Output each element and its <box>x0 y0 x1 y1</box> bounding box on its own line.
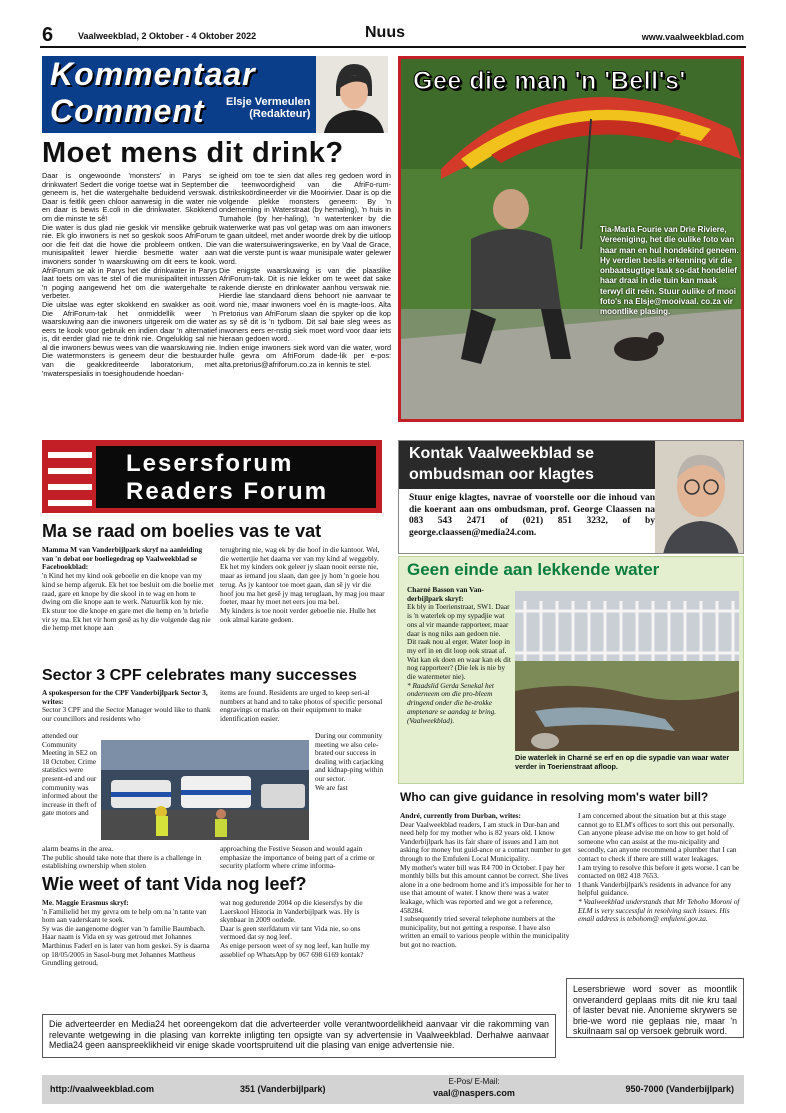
cpf-headline: Sector 3 CPF celebrates many successes <box>42 667 357 684</box>
boelies-headline: Ma se raad om boelies vas te vat <box>42 521 322 541</box>
vida-lead: Me. Maggie Erasmus skryf: <box>42 898 129 907</box>
guidance-note: * Vaalweekblad understands that Mr Teboho Moroni of ELM is very successful in resolving such issues. His email address is tebohom@ emfuleni.gov.za. <box>578 896 740 924</box>
editor-portrait-icon <box>316 56 388 133</box>
editor-role: (Redakteur) <box>249 108 311 120</box>
boelies-body-1: 'n Kind het my kind ook geboelie en die knope van my kind se hemp afgeruk. Ek het toe besluit om die boelie met raad, gare en knope by die skool in te wag en hom te dwing om die knope aan te werk. Natuurlik kon hy nie. Ek stuur toe die knope en gare met die hemp en 'n briefie vir sy ma. Ek het vir hom gesê as hy die volgende dag nie die hemp met knope aan <box>42 571 214 633</box>
cpf-column-2-mid: During our community meeting we also cele-brated our success in dealing with carjacking and kidnap-ping within our sector. We are fast <box>315 731 384 792</box>
disclaimer-text: Die adverteerder en Media24 het ooreengekom dat die adverteerder volle verantwoordelikheid aanvaar vir die rakomming van relevante wetgewing in die plasing van korrekte inligting ten opsigte van sy advertensie in Vaalweekblad. Derhalwe aanvaar Media24 geen aanspreeklikheid vir enige skade voortspruitend uit die plasing van enige advertensie nie. <box>49 1019 549 1050</box>
ombudsman-body: Stuur enige klagtes, navrae of voorstelle oor die inhoud van die koerant aan ons ombudsman, prof. George Claassen na 083 543 2471 of (021) 851 3232, of by george.claassen@media24.com. <box>409 493 655 538</box>
advertising-disclaimer <box>42 1014 556 1058</box>
lesersbriewe-text: Lesersbriewe word sover as moontlik onveranderd geplaas mits dit nie kru taal of laster bevat nie. Anonieme skrywers se brie-we word nie geplaas nie, maar 'n skuilnaam sal op versoek gebruik word. <box>573 984 737 1036</box>
readers-forum-title: Readers Forum <box>126 478 329 505</box>
bells-caption: Tia-Maria Fourie van Drie Riviere, Vereeniging, het die oulike foto van haar man en hul hondekind geneem. Hy verdien beslis erkenning vir die onbaatsugtige taak so-dat hondelief haar draai in die tuin kan maak terwyl dit reën. Stuur oulike of mooi foto's na Elsje@mooivaal. co.za vir moontlike plasing. <box>600 225 739 317</box>
guidance-lead: André, currently from Durban, writes: <box>400 811 521 820</box>
cpf-column-1-bottom: alarm beams in the area. The public should take note that there is a challenge in establishing ownership when stolen <box>42 844 202 871</box>
vida-body-1: 'n Familielid het my gevra om te help om na 'n tante van hom aan vaderskant te soek. Sy was die aangenome dogter van 'n familie Baumbach. Haar naam is Vida en sy was getroud met Johannes Marthinus Faderl en is later van hom geskei. Sy is daarna op 18/05/2005 in Sasol-burg met Johannes Mattheus Grundling getroud, <box>42 906 210 968</box>
ombudsman-portrait-icon <box>655 441 744 554</box>
bells-title: Gee die man 'n 'Bell's' <box>413 67 686 95</box>
cpf-column-2-bottom: approaching the Festive Season and would again emphasize the importance of being part of a crime or security platform where crime informa- <box>220 844 375 871</box>
boelies-column-2: terugbring nie, wag ek by die hoof in die kantoor. Wel, die wettertjie het daarna ver van my kind af weggebly. Ek het my kinders ook geleer jy slaan nooit eerste nie, maar as iemand jou slaan, dan gee jy hom 'n goeie hou terug. As jy kantoor toe moet gaan, dan sê jy vir die hoof jou ma het gesê jy mag teruglaan, hy mag jou maar foeter, maar hy moet net eers jou ma bel. My kinders is toe nooit verder geboelie nie. Hulle het ook almal karate gedoen. <box>220 545 385 624</box>
editor-photo <box>316 56 388 133</box>
ombudsman-title-line-2: ombudsman oor klagtes <box>409 466 594 483</box>
vida-headline: Wie weet of tant Vida nog leef? <box>42 874 307 894</box>
header-website[interactable]: www.vaalweekblad.com <box>641 32 744 42</box>
guidance-column-1 <box>400 812 572 950</box>
lesersforum-banner <box>42 440 382 513</box>
page-number: 6 <box>42 24 54 46</box>
guidance-headline: Who can give guidance in resolving mom's water bill? <box>400 790 709 804</box>
ombudsman-box <box>398 440 744 554</box>
police-vehicles-photo-icon <box>101 740 309 840</box>
cpf-column-1-mid: attended our Community Meeting in SE2 on 18 October. Crime statistics were present-ed and our community was informed about the increase in theft of gate motors and <box>42 731 98 818</box>
water-leak-photo <box>515 591 739 751</box>
kommentaar-title: Kommentaar <box>50 56 256 92</box>
lekkende-headline: Geen einde aan lekkende water <box>407 560 660 579</box>
lesersforum-inner <box>96 446 376 508</box>
kommentaar-headline: Moet mens dit drink? <box>42 137 344 169</box>
ombudsman-title-bar <box>399 441 655 489</box>
vida-column-2: wat nog gedurende 2004 op die kiesersfys by die Laerskool Historia in Vanderbijlpark was. Hy is skynbaar in 2009 oorlede. Daar is geen sterfdatum vir tant Vida nie, so ons vermoed dat sy nog leef. As enige persoon weet of sy nog leef, kan hulle my asseblief op WhatsApp by 067 698 6169 kontak? <box>220 898 370 959</box>
kommentaar-column-1: Daar is ongewoonde 'monsters' in Parys se drinkwater! Sedert die vorige toetse wat in September geneem is, het die watergehalte beduidend verswak. Daar is feitlik geen chloor aanwesig in die water nie en daar is bewis E.coli in die drinkwater. Skokkend om die minste te sê! Die water is dus glad nie geskik vir menslike gebruik nie. Ek glo inwoners is net so geskok soos AfriForum oor die feit dat die howe die probleem ontken. Die munisipaliteit lewer hierdie besmette water aan inwoners sonder 'n waarskuwing om dit eers te kook. AfriForum se ak in Parys het die drinkwater in Parys laat toets om vas te stel of die munisipaliteit intussen 'n poging aangewend het om die watergehalte te verbeter. Die uitslae was egter skokkend en swakker as ooit. Die AfriForum-tak het onmiddellik weer 'n waarskuwing aan die inwoners uitgereik om die water eers te kook voor gebruik en indien daar 'n alternatief is, dit eerder glad nie te drink nie. Ongelukkig sal nie al die inwoners bewus wees van die waarskuwing nie. Die watermonsters is geneem deur die bestuurder van die geakkrediteerde laboratorium, met 'nwaterspesialis in toesighoudende hoedan- <box>42 171 217 378</box>
footer-website-link[interactable]: http://vaalweekblad.com <box>50 1084 155 1094</box>
ombudsman-title-line-1: Kontak Vaalweekblad se <box>409 445 594 462</box>
stripes-decoration-icon <box>48 446 92 508</box>
lekkende-text <box>407 586 511 725</box>
page-footer <box>42 1075 744 1104</box>
publication-date: Vaalweekblad, 2 Oktober - 4 Oktober 2022 <box>78 31 257 41</box>
ombudsman-photo <box>655 441 744 554</box>
cpf-body-1a: Sector 3 CPF and the Sector Manager would like to thank our councillors and residents who <box>42 705 211 723</box>
kommentaar-column-2: igheid om toe te sien dat alles reg gedoen word in die teenwoordigheid van die AfriFo-rum-distrikskoördineerder vir die Mooirivier. Daar is op die volgende plekke monsters geneem: By 'n onderneming in Waterstraat (by hemaling), 'n huis in Tumahole (by her-haling), 'n watertenker by die waterwerke wat pas vol getap was om aan inwoners te gaan uitdeel, met ander woorde drek by die uitloop van die watersuiweringswerke, en by Vaal de Grace, wat die verste punt is waar munisipale water gelewer word. Die enigste waarskuwing is van die plaaslike AfriForum-tak. Dit is nie lekker om te weet dat sake rakende dienste en drinkwater aanhou verswak nie. Hierdie lae standaard diens behoort nie aanvaar te word nie, maar inwoners voel én is magte-loos. Alta Pretorius van AfriForum slaan die spyker op die kop as sy sê dit is 'n tydbom. Dit sal baie sleg wees as inwoners eers er-nstig siek moet word voor daar iets hieraan gedoen word. Indien enige inwoners siek word van die water, word hulle gevra om AfriForum dade-lik per e-pos: alta.pretorius@afriforum.co.za in kennis te stel. <box>219 171 391 370</box>
header-rule <box>40 46 746 48</box>
guidance-column-2 <box>578 812 744 924</box>
guidance-body-1: Dear Vaalweekblad readers, I am stuck in Dur-ban and need help for my mother who is 82 years old. I know Vanderbijlpark has its fair share of issues and I am not asking for money but guid-ance or a contact number to get through to the Emfuleni Local Municipality. My mother's water bill was R4 700 in October. I pay her monthly bills but this amount cannot be correct. She lives alone in a one bedroom home and it's impossible for her to use that amount of water. I know there was a water leakage, which was reported and we got a reference, 458284. I subsequently tried several telephone numbers at the municipality, but not getting a response. I have also written an email to various people within the municipality but got no reaction. <box>400 819 572 949</box>
comment-title: Comment <box>50 93 205 129</box>
cpf-column-1-top <box>42 689 214 723</box>
boelies-column-1 <box>42 546 214 633</box>
boelies-lead: Mamma M van Vanderbijlpark skryf na aanleiding van 'n debat oor boeliegedrag op Vaalweekblad se Facebookblad: <box>42 545 203 572</box>
lekkende-caption: Die waterlek in Charné se erf en op die sypadie van waar water verder in Toerienstraat afloop. <box>515 753 730 771</box>
lesersforum-title: Lesersforum <box>126 450 294 477</box>
editor-byline <box>226 96 310 120</box>
water-leak-photo-icon <box>515 591 739 751</box>
lekkende-lead: Charné Basson van Van-derbijlpark skryf: <box>407 585 484 603</box>
section-title: Nuus <box>365 24 405 41</box>
lekkende-note: * Raadslid Gerda Senekal het onderneem om die pro-bleem dringend onder die be-trokke amptenare se aandag te bring. (Vaalweekblad). <box>407 680 497 725</box>
footer-phone-1: 351 (Vanderbijlpark) <box>240 1084 326 1094</box>
cpf-meeting-photo <box>101 740 309 840</box>
cpf-lead: A spokesperson for the CPF Vanderbijlpark Sector 3, writes: <box>42 688 208 706</box>
bells-photo-feature <box>398 56 744 422</box>
vida-column-1 <box>42 899 214 968</box>
lesersbriewe-notice <box>566 978 744 1038</box>
footer-email-link[interactable]: vaal@naspers.com <box>433 1088 515 1098</box>
editor-name: Elsje Vermeulen <box>226 96 311 108</box>
footer-email-label: E-Pos/ E-Mail: <box>448 1077 500 1086</box>
guidance-body-2: I am concerned about the situation but at this stage cannot go to ELM's offices to sort this out personally. Can anyone please advise me on how to get hold of someone who can assist at the mu-nicipality and secondly, can anyone recommend a plumber that I can contact to check if there are still water leakages. I am trying to resolve this before it gets worse. I can be contacted on 082 418 7653. I thank Vanderbijlpark's residents in advance for any helpful guidance. <box>578 811 740 898</box>
lekkende-water-box <box>398 556 744 784</box>
lekkende-body: Ek bly in Toerienstraat, SW1. Daar is 'n waterlek op my sypadjie wat ons al vir maande rapporteer, maar daar is nog niks aan gedoen nie. Dit raak nou al erger. Water loop in my erf in en dit loop ook straat af. Wat kan ek doen en waar kan ek dit nog rapporteer? (Die lek is nie by die watermeter nie). <box>407 602 511 682</box>
cpf-column-2-top: items are found. Residents are urged to keep seri-al numbers at hand and to take photos of specific personal engravings or marks on their equipment to make identification easier. <box>220 688 383 723</box>
footer-phone-2: 950-7000 (Vanderbijlpark) <box>625 1084 734 1094</box>
